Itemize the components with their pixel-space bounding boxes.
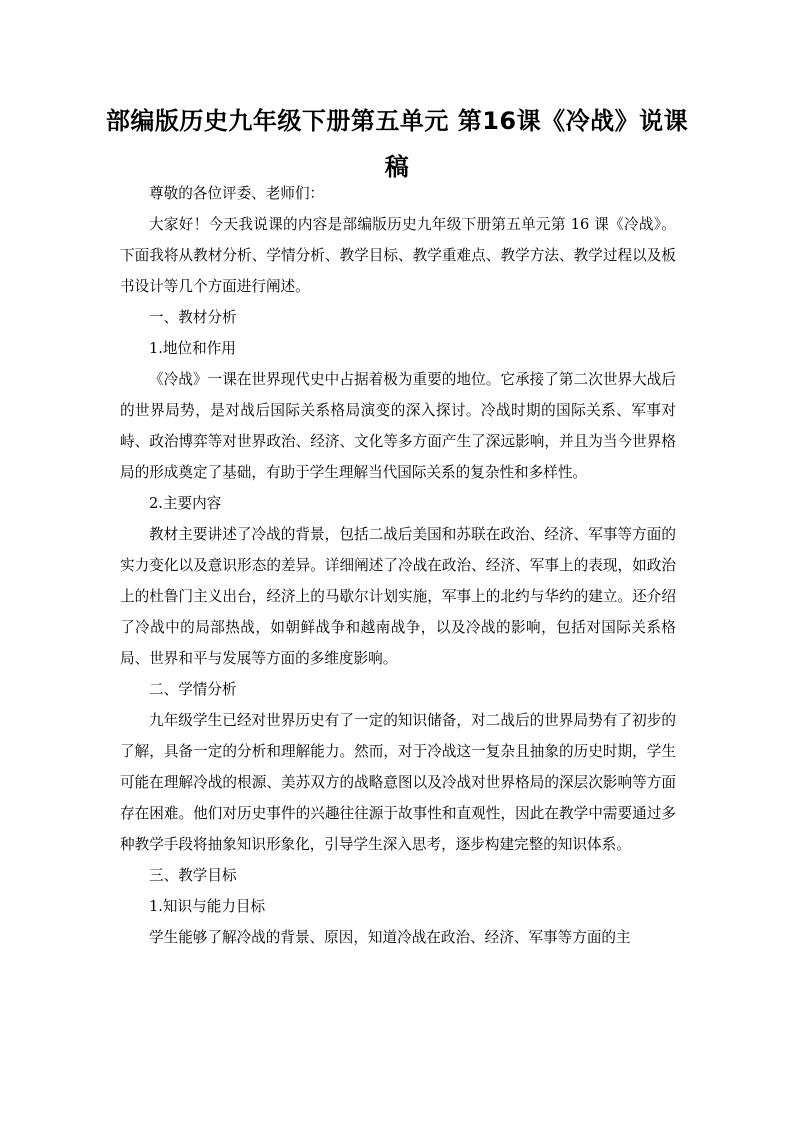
- section-heading-teaching-goals: 三、教学目标: [149, 867, 237, 884]
- section-heading-textbook-analysis: 一、教材分析: [149, 309, 237, 326]
- intro-paragraph: 大家好！今天我说课的内容是部编版历史九年级下册第五单元第 16 课《冷战》。下面我将从教材分析、学情分析、教学目标、教学重难点、教学方法、教学过程以及板书设计等几个方面进行阐述。: [120, 216, 676, 295]
- greeting-paragraph: 尊敬的各位评委、老师们：: [149, 185, 325, 202]
- document-title: 部编版历史九年级下册第五单元 第16课《冷战》说课稿: [105, 107, 689, 181]
- document-body: [120, 178, 676, 953]
- subsection-heading-main-content: 2.主要内容: [149, 495, 222, 512]
- student-analysis-paragraph: 九年级学生已经对世界历史有了一定的知识储备，对二战后的世界局势有了初步的了解，具备一定的分析和理解能力。然而，对于冷战这一复杂且抽象的历史时期，学生可能在理解冷战的根源、美苏双方的战略意图以及冷战对世界格局的深层次影响等方面存在困难。他们对历史事件的兴趣往往源于故事性和直观性，因此在教学中需要通过多种教学手段将抽象知识形象化，引导学生深入思考，逐步构建完整的知识体系。: [120, 712, 676, 853]
- knowledge-goals-paragraph: 学生能够了解冷战的背景、原因，知道冷战在政治、经济、军事等方面的主: [149, 929, 631, 946]
- subsection-heading-position: 1.地位和作用: [149, 340, 236, 357]
- subsection-heading-knowledge-goals: 1.知识与能力目标: [149, 898, 266, 915]
- section-heading-student-analysis: 二、学情分析: [149, 681, 237, 698]
- position-paragraph: 《冷战》一课在世界现代史中占据着极为重要的地位。它承接了第二次世界大战后的世界局势，是对战后国际关系格局演变的深入探讨。冷战时期的国际关系、军事对峙、政治博弈等对世界政治、经济、文化等多方面产生了深远影响，并且为当今世界格局的形成奠定了基础，有助于学生理解当代国际关系的复杂性和多样性。: [120, 371, 676, 481]
- main-content-paragraph: 教材主要讲述了冷战的背景，包括二战后美国和苏联在政治、经济、军事等方面的实力变化以及意识形态的差异。详细阐述了冷战在政治、经济、军事上的表现，如政治上的杜鲁门主义出台，经济上的马歇尔计划实施，军事上的北约与华约的建立。还介绍了冷战中的局部热战，如朝鲜战争和越南战争，以及冷战的影响，包括对国际关系格局、世界和平与发展等方面的多维度影响。: [120, 526, 676, 667]
